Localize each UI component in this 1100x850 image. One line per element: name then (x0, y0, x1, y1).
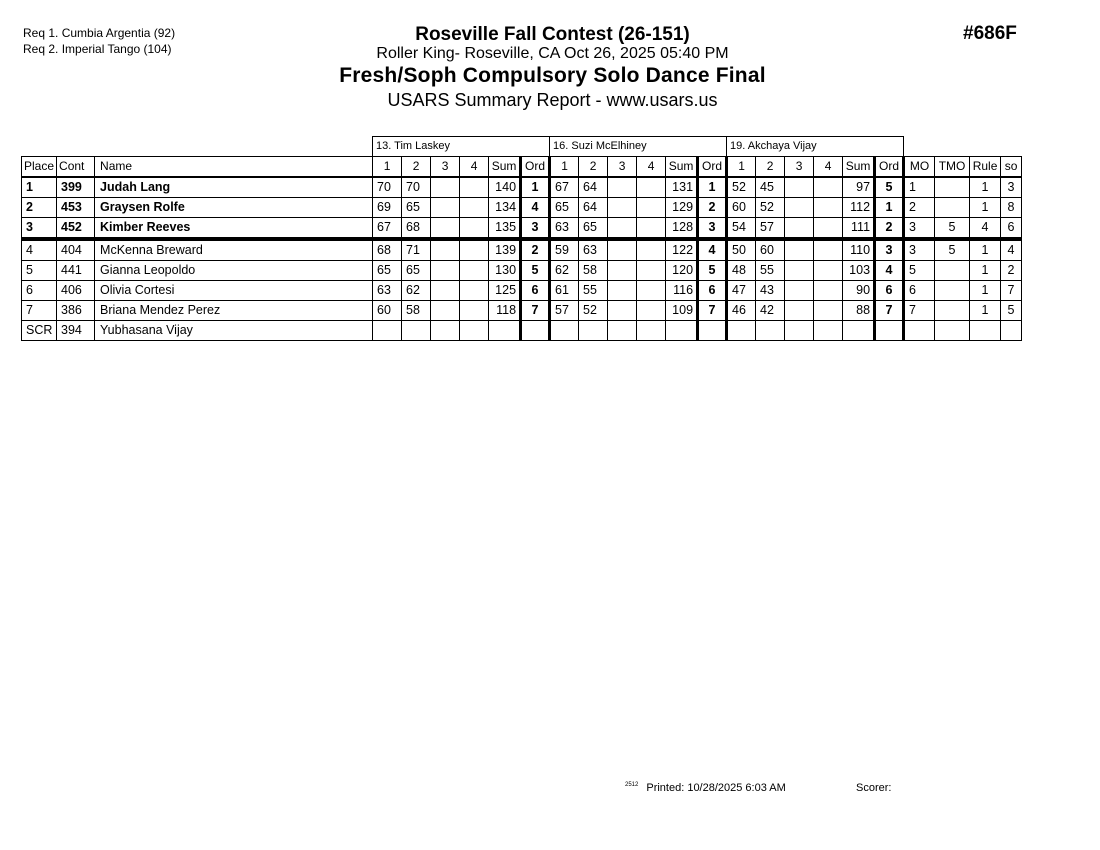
score-cell (756, 321, 785, 341)
table-row (22, 239, 1022, 261)
place-cell: SCR (22, 321, 57, 341)
rule-cell: 1 (970, 177, 1001, 198)
ordinal-cell: 3 (521, 218, 550, 240)
score-cell: 69 (373, 198, 402, 218)
col-so: so (1001, 157, 1022, 178)
score-cell (814, 301, 843, 321)
table-row (22, 321, 1022, 341)
mo-cell: 6 (904, 281, 935, 301)
score-cell (431, 239, 460, 261)
col-tmo: TMO (935, 157, 970, 178)
score-cell (814, 177, 843, 198)
score-cell (431, 301, 460, 321)
score-cell: 62 (550, 261, 579, 281)
contestant-number: 399 (57, 177, 95, 198)
score-cell (785, 281, 814, 301)
venue-line: Roller King- Roseville, CA Oct 26, 2025 05:40 PM (376, 45, 729, 62)
score-cell (637, 239, 666, 261)
score-cell (608, 261, 637, 281)
score-cell (608, 198, 637, 218)
sum-cell: 88 (843, 301, 875, 321)
rule-cell (970, 321, 1001, 341)
score-cell (814, 198, 843, 218)
score-cell: 68 (402, 218, 431, 240)
score-cell (431, 261, 460, 281)
mo-cell: 2 (904, 198, 935, 218)
score-cell: 55 (756, 261, 785, 281)
score-cell: 63 (373, 281, 402, 301)
skater-name: McKenna Breward (95, 239, 373, 261)
tmo-cell (935, 177, 970, 198)
table-row (22, 198, 1022, 218)
ordinal-cell: 6 (698, 281, 727, 301)
score-cell: 63 (579, 239, 608, 261)
sum-cell: 90 (843, 281, 875, 301)
judge-3-name: 19. Akchaya Vijay (727, 137, 904, 157)
score-cell (608, 177, 637, 198)
sum-cell: 131 (666, 177, 698, 198)
score-cell: 48 (727, 261, 756, 281)
score-cell: 47 (727, 281, 756, 301)
ordinal-cell: 1 (698, 177, 727, 198)
judge-header-row (22, 137, 1022, 157)
contestant-number: 394 (57, 321, 95, 341)
ordinal-cell: 5 (875, 177, 904, 198)
tmo-cell: 5 (935, 218, 970, 240)
score-cell: 63 (550, 218, 579, 240)
col-judge3-3: 3 (785, 157, 814, 178)
score-cell: 67 (550, 177, 579, 198)
col-judge2-1: 1 (550, 157, 579, 178)
table-row (22, 261, 1022, 281)
score-cell (431, 218, 460, 240)
score-cell: 67 (373, 218, 402, 240)
tmo-cell: 5 (935, 239, 970, 261)
score-cell (608, 281, 637, 301)
col-judge3-sum: Sum (843, 157, 875, 178)
score-cell: 65 (402, 198, 431, 218)
mo-cell (904, 321, 935, 341)
col-judge1-3: 3 (431, 157, 460, 178)
col-judge1-sum: Sum (489, 157, 521, 178)
requirement-2: Req 2. Imperial Tango (104) (23, 42, 172, 56)
ordinal-cell: 2 (875, 218, 904, 240)
mo-cell: 3 (904, 218, 935, 240)
requirement-1: Req 1. Cumbia Argentia (92) (23, 26, 176, 40)
table-row (22, 281, 1022, 301)
ordinal-cell: 1 (521, 177, 550, 198)
score-cell: 64 (579, 177, 608, 198)
col-place: Place (22, 157, 57, 178)
score-cell: 65 (550, 198, 579, 218)
sum-cell: 120 (666, 261, 698, 281)
so-cell: 3 (1001, 177, 1022, 198)
score-cell (637, 301, 666, 321)
sum-cell: 139 (489, 239, 521, 261)
skater-name: Graysen Rolfe (95, 198, 373, 218)
score-cell: 65 (402, 261, 431, 281)
sum-cell (843, 321, 875, 341)
score-cell (637, 198, 666, 218)
table-row (22, 177, 1022, 198)
scorer-label: Scorer: (856, 782, 892, 794)
skater-name: Kimber Reeves (95, 218, 373, 240)
score-cell: 61 (550, 281, 579, 301)
sum-cell (666, 321, 698, 341)
col-judge2-3: 3 (608, 157, 637, 178)
skater-name: Briana Mendez Perez (95, 301, 373, 321)
score-cell (608, 239, 637, 261)
score-cell: 65 (373, 261, 402, 281)
ordinal-cell: 5 (698, 261, 727, 281)
score-cell (550, 321, 579, 341)
contestant-number: 406 (57, 281, 95, 301)
tmo-cell (935, 281, 970, 301)
col-judge3-4: 4 (814, 157, 843, 178)
column-header-row (22, 157, 1022, 178)
score-cell: 59 (550, 239, 579, 261)
score-cell: 62 (402, 281, 431, 301)
score-cell (785, 321, 814, 341)
ordinal-cell (875, 321, 904, 341)
col-mo: MO (904, 157, 935, 178)
ordinal-cell: 2 (521, 239, 550, 261)
rule-cell: 1 (970, 281, 1001, 301)
contestant-number: 452 (57, 218, 95, 240)
score-cell: 70 (402, 177, 431, 198)
contest-title: Roseville Fall Contest (26-151) (415, 24, 690, 45)
col-rule: Rule (970, 157, 1001, 178)
sum-cell: 122 (666, 239, 698, 261)
col-judge1-1: 1 (373, 157, 402, 178)
score-cell (814, 239, 843, 261)
col-judge2-sum: Sum (666, 157, 698, 178)
ordinal-cell (521, 321, 550, 341)
score-cell: 57 (756, 218, 785, 240)
printed-label: Printed: 10/28/2025 6:03 AM (646, 782, 786, 794)
ordinal-cell: 4 (698, 239, 727, 261)
tmo-cell (935, 261, 970, 281)
so-cell: 8 (1001, 198, 1022, 218)
score-cell (727, 321, 756, 341)
score-cell (460, 218, 489, 240)
tmo-cell (935, 301, 970, 321)
ordinal-cell: 6 (875, 281, 904, 301)
col-judge1-ord: Ord (521, 157, 550, 178)
tmo-cell (935, 198, 970, 218)
sum-cell: 116 (666, 281, 698, 301)
score-cell (460, 177, 489, 198)
score-cell (637, 321, 666, 341)
ordinal-cell: 7 (698, 301, 727, 321)
results-table (21, 136, 1022, 341)
score-cell (785, 198, 814, 218)
printed-timestamp (625, 782, 786, 794)
place-cell: 3 (22, 218, 57, 240)
score-cell (608, 321, 637, 341)
sum-cell: 111 (843, 218, 875, 240)
score-cell (785, 218, 814, 240)
score-cell (814, 218, 843, 240)
ordinal-cell: 3 (875, 239, 904, 261)
score-cell (460, 301, 489, 321)
tmo-cell (935, 321, 970, 341)
so-cell (1001, 321, 1022, 341)
score-cell (431, 198, 460, 218)
report-subtitle: USARS Summary Report - www.usars.us (387, 90, 718, 110)
col-cont: Cont (57, 157, 95, 178)
score-cell: 68 (373, 239, 402, 261)
score-cell: 58 (402, 301, 431, 321)
skater-name: Olivia Cortesi (95, 281, 373, 301)
so-cell: 7 (1001, 281, 1022, 301)
score-cell: 42 (756, 301, 785, 321)
sum-cell: 128 (666, 218, 698, 240)
ordinal-cell: 6 (521, 281, 550, 301)
table-row (22, 218, 1022, 240)
so-cell: 4 (1001, 239, 1022, 261)
sum-cell: 130 (489, 261, 521, 281)
score-cell: 60 (756, 239, 785, 261)
so-cell: 6 (1001, 218, 1022, 240)
score-cell (637, 281, 666, 301)
form-code: 2512 (625, 782, 639, 788)
score-cell (785, 261, 814, 281)
col-judge2-4: 4 (637, 157, 666, 178)
judge-2-name: 16. Suzi McElhiney (550, 137, 727, 157)
sum-cell: 129 (666, 198, 698, 218)
col-judge3-1: 1 (727, 157, 756, 178)
contestant-number: 386 (57, 301, 95, 321)
score-cell: 70 (373, 177, 402, 198)
event-title: Fresh/Soph Compulsory Solo Dance Final (339, 64, 766, 87)
mo-cell: 1 (904, 177, 935, 198)
score-cell (431, 281, 460, 301)
sum-cell: 103 (843, 261, 875, 281)
mo-cell: 3 (904, 239, 935, 261)
score-cell (785, 177, 814, 198)
ordinal-cell: 7 (521, 301, 550, 321)
sum-cell (489, 321, 521, 341)
rule-cell: 1 (970, 261, 1001, 281)
ordinal-cell: 4 (521, 198, 550, 218)
score-cell: 64 (579, 198, 608, 218)
score-cell (785, 301, 814, 321)
score-cell (814, 261, 843, 281)
sum-cell: 118 (489, 301, 521, 321)
score-cell: 52 (727, 177, 756, 198)
ordinal-cell (698, 321, 727, 341)
score-cell: 52 (579, 301, 608, 321)
mo-cell: 7 (904, 301, 935, 321)
col-name: Name (95, 157, 373, 178)
ordinal-cell: 3 (698, 218, 727, 240)
score-cell: 71 (402, 239, 431, 261)
sum-cell: 135 (489, 218, 521, 240)
skater-name: Judah Lang (95, 177, 373, 198)
col-judge2-ord: Ord (698, 157, 727, 178)
score-cell (608, 301, 637, 321)
place-cell: 5 (22, 261, 57, 281)
score-cell: 50 (727, 239, 756, 261)
ordinal-cell: 7 (875, 301, 904, 321)
score-cell: 43 (756, 281, 785, 301)
score-cell (402, 321, 431, 341)
score-cell: 58 (579, 261, 608, 281)
ordinal-cell: 4 (875, 261, 904, 281)
mo-cell: 5 (904, 261, 935, 281)
score-cell (431, 177, 460, 198)
sum-cell: 112 (843, 198, 875, 218)
sum-cell: 97 (843, 177, 875, 198)
score-cell (431, 321, 460, 341)
score-cell: 55 (579, 281, 608, 301)
score-cell (637, 218, 666, 240)
score-cell (637, 177, 666, 198)
rule-cell: 1 (970, 239, 1001, 261)
col-judge1-4: 4 (460, 157, 489, 178)
score-cell (785, 239, 814, 261)
contestant-number: 453 (57, 198, 95, 218)
sum-cell: 125 (489, 281, 521, 301)
contestant-number: 404 (57, 239, 95, 261)
sum-cell: 140 (489, 177, 521, 198)
skater-name: Yubhasana Vijay (95, 321, 373, 341)
score-cell (637, 261, 666, 281)
col-judge1-2: 2 (402, 157, 431, 178)
score-cell (460, 261, 489, 281)
place-cell: 6 (22, 281, 57, 301)
rule-cell: 1 (970, 198, 1001, 218)
score-cell: 60 (373, 301, 402, 321)
score-cell (373, 321, 402, 341)
place-cell: 2 (22, 198, 57, 218)
score-cell (460, 198, 489, 218)
ordinal-cell: 1 (875, 198, 904, 218)
ordinal-cell: 5 (521, 261, 550, 281)
event-code: #686F (963, 23, 1017, 44)
place-cell: 4 (22, 239, 57, 261)
score-cell (814, 321, 843, 341)
rule-cell: 1 (970, 301, 1001, 321)
score-cell (460, 239, 489, 261)
col-judge2-2: 2 (579, 157, 608, 178)
table-row (22, 301, 1022, 321)
score-cell (579, 321, 608, 341)
sum-cell: 110 (843, 239, 875, 261)
score-cell (460, 321, 489, 341)
place-cell: 7 (22, 301, 57, 321)
score-cell: 60 (727, 198, 756, 218)
col-judge3-2: 2 (756, 157, 785, 178)
score-cell: 65 (579, 218, 608, 240)
so-cell: 2 (1001, 261, 1022, 281)
score-cell: 54 (727, 218, 756, 240)
results-body (22, 177, 1022, 341)
sum-cell: 109 (666, 301, 698, 321)
score-cell (814, 281, 843, 301)
score-cell (608, 218, 637, 240)
judge-1-name: 13. Tim Laskey (373, 137, 550, 157)
score-cell (460, 281, 489, 301)
place-cell: 1 (22, 177, 57, 198)
score-cell: 45 (756, 177, 785, 198)
so-cell: 5 (1001, 301, 1022, 321)
contestant-number: 441 (57, 261, 95, 281)
skater-name: Gianna Leopoldo (95, 261, 373, 281)
score-cell: 52 (756, 198, 785, 218)
col-judge3-ord: Ord (875, 157, 904, 178)
ordinal-cell: 2 (698, 198, 727, 218)
score-cell: 57 (550, 301, 579, 321)
score-cell: 46 (727, 301, 756, 321)
sum-cell: 134 (489, 198, 521, 218)
rule-cell: 4 (970, 218, 1001, 240)
